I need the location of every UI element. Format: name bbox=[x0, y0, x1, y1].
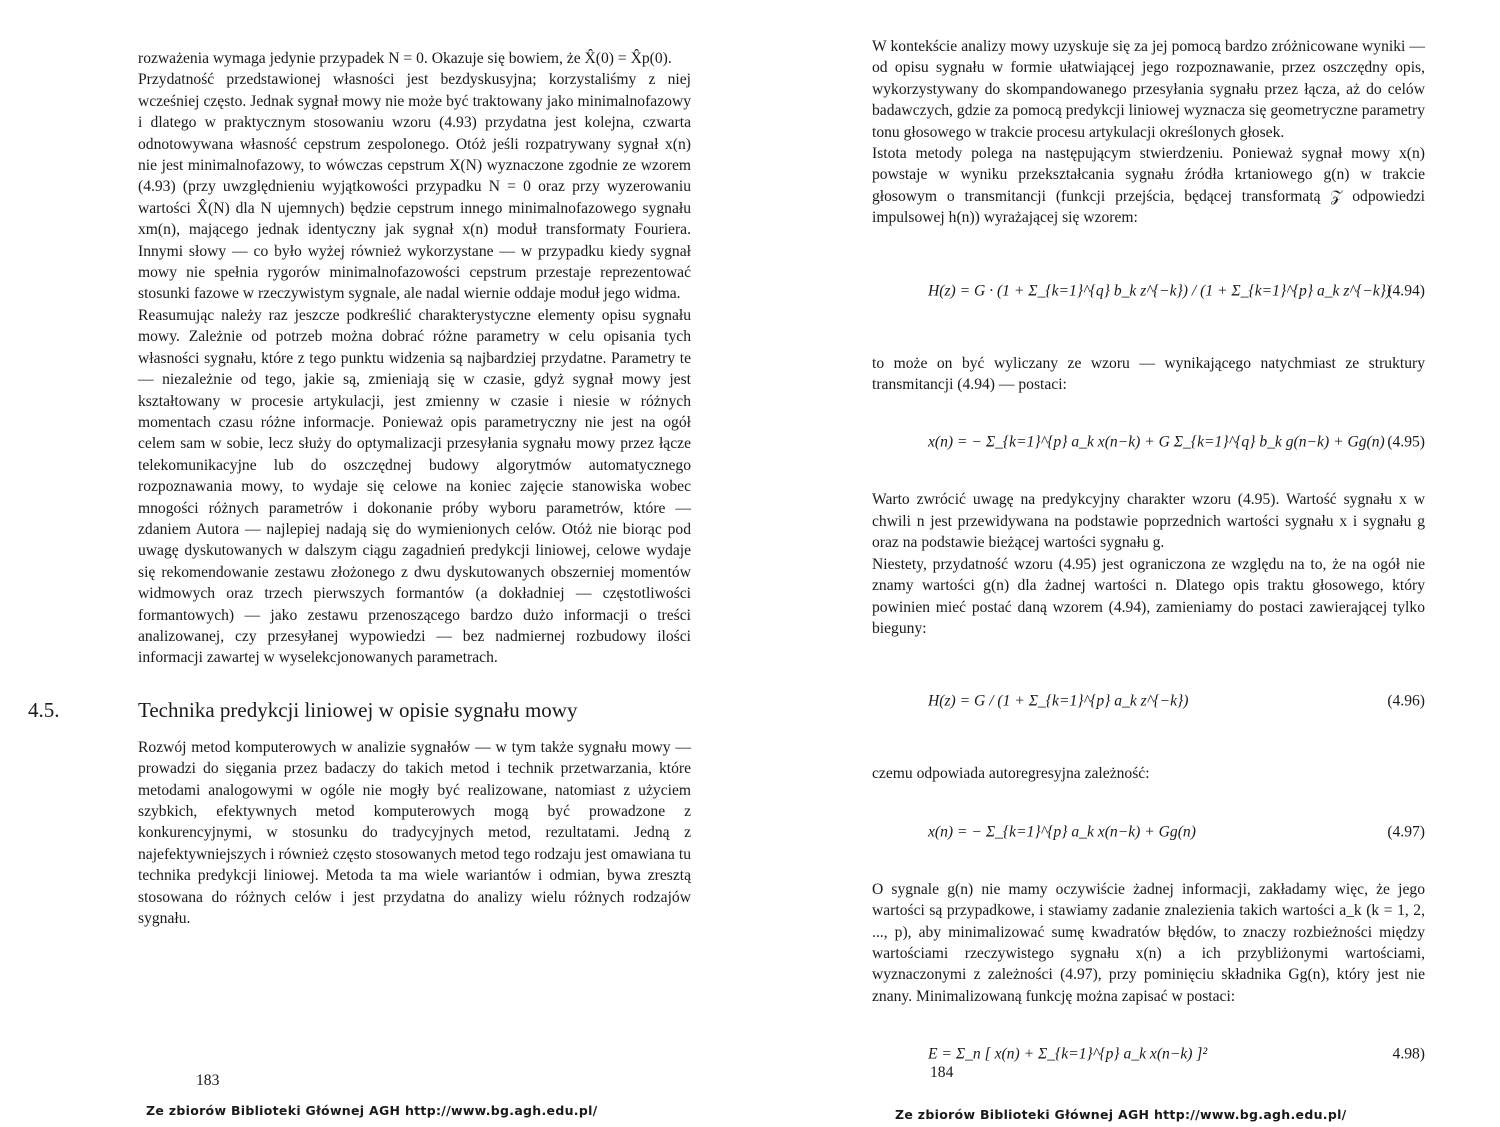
paragraph: rozważenia wymaga jedynie przypadek N = 0. Okazuje się bowiem, że X̂(0) = X̂p(0). bbox=[138, 50, 672, 67]
equation-formula: H(z) = G / (1 + Σ_{k=1}^{p} a_k z^{−k}) bbox=[928, 692, 1189, 710]
equation-formula: E = Σ_n [ x(n) + Σ_{k=1}^{p} a_k x(n−k) ]² bbox=[928, 1045, 1208, 1063]
equation-number: (4.95) bbox=[1387, 433, 1425, 451]
page-number: 183 bbox=[196, 1072, 220, 1089]
paragraph: czemu odpowiada autoregresyjna zależność: bbox=[872, 765, 1150, 783]
right-page bbox=[750, 0, 1500, 1127]
paragraph: Istota metody polega na następującym stwierdzeniu. Ponieważ sygnał mowy x(n) powstaje w wyniku przekształcania sygnału źródła krtaniowego g(n) w trakcie głosowym o transmitancji (funkcji przejścia, będącej transformatą 𝒵 odpowiedzi impulsowej h(n)) wyrażającej się wzorem: bbox=[872, 145, 1425, 227]
paragraph: O sygnale g(n) nie mamy oczywiście żadnej informacji, zakładamy więc, że jego wartości są przypadkowe, i stawiamy zadanie znalezienia takich wartości a_k (k = 1, 2, ..., p), aby minimalizować sumę kwadratów błędów, to znaczy rozbieżności między wartościami rzeczywistego sygnału x(n) a ich przybliżonymi wartościami, wyznaczonymi z zależności (4.97), przy pominięciu składnika Gg(n), który jest nie znany. Minimalizowaną funkcję można zapisać w postaci: bbox=[872, 880, 1425, 1005]
paragraph: to może on być wyliczany ze wzoru — wynikającego natychmiast ze struktury transmitancji (4.94) — postaci: bbox=[872, 354, 1425, 394]
equation-formula: H(z) = G · (1 + Σ_{k=1}^{q} b_k z^{−k}) / (1 + Σ_{k=1}^{p} a_k z^{−k}) bbox=[928, 281, 1392, 299]
section-number: 4.5. bbox=[28, 697, 60, 722]
paragraph: W kontekście analizy mowy uzyskuje się za jej pomocą bardzo zróżnicowane wyniki — od opisu sygnału w formie ułatwiającej jego rozpoznawanie, przez oszczędny opis, wykorzystywany do skompandowanego przesyłania sygnału przez łącza, aż do celów badawczych, gdzie za pomocą predykcji liniowej wyznacza się geometryczne parametry tonu głosowego w trakcie procesu artykulacji określonych głosek. bbox=[872, 38, 1425, 141]
paragraph: Przydatność przedstawionej własności jest bezdyskusyjna; korzystaliśmy z niej wcześniej często. Jednak sygnał mowy nie może być traktowany jako minimalnofazowy i dlatego w praktycznym stosowaniu wzoru (4.93) przydatna jest kolejna, czwarta odnotowywana własność cepstrum zespolonego. Otóż jeśli rozpatrywany sygnał x(n) nie jest minimalnofazowy, to wówczas cepstrum X(N) wyznaczone zgodnie ze wzorem (4.93) (przy uwzględnieniu wyjątkowości przypadku N = 0 oraz przy wyzerowaniu wartości X̂(N) dla N ujemnych) będzie cepstrum innego minimalnofazowego sygnału xm(n), mającego jednak identyczny jak sygnał x(n) moduł transformaty Fouriera. Innymi słowy — co było wyżej również wykorzystane — w przypadku kiedy sygnał mowy nie spełnia rygorów minimalnofazowości cepstrum przestaje reprezentować stosunki fazowe w rzeczywistym sygnale, ale nadal wiernie oddaje moduł jego widma. bbox=[138, 71, 691, 303]
left-text-column bbox=[28, 48, 691, 929]
equation-formula: x(n) = − Σ_{k=1}^{p} a_k x(n−k) + G Σ_{k=1}^{q} b_k g(n−k) + Gg(n) bbox=[928, 433, 1385, 451]
equation-4-95 bbox=[872, 409, 1425, 475]
equation-formula: x(n) = − Σ_{k=1}^{p} a_k x(n−k) + Gg(n) bbox=[928, 823, 1196, 841]
paragraph: Warto zwrócić uwagę na predykcyjny charakter wzoru (4.95). Wartość sygnału x w chwili n jest przewidywana na podstawie poprzednich wartości sygnału x i sygnału g oraz na podstawie bieżącej wartości sygnału g. bbox=[872, 491, 1425, 552]
library-footer: Ze zbiorów Biblioteki Głównej AGH http://www.bg.agh.edu.pl/ bbox=[895, 1107, 1347, 1122]
paragraph: Niestety, przydatność wzoru (4.95) jest ograniczona ze względu na to, że na ogół nie znamy wartości g(n) dla żadnej wartości n. Dlatego opis traktu głosowego, który powinien mieć postać daną wzorem (4.94), zamieniamy do postaci zawierającej tylko bieguny: bbox=[872, 555, 1425, 637]
paragraph: Rozwój metod komputerowych w analizie sygnałów — w tym także sygnału mowy — prowadzi do sięgania przez badaczy do takich metod i technik przetwarzania, które metodami analogowymi w ogóle nie mogły być realizowane, natomiast z użyciem szybkich, efektywnych metod komputerowych mogą być prowadzone z konkurencyjnymi, w stosunku do tradycyjnych metod, rezultatami. Jedną z najefektywniejszych i również często stosowanych metod tego rodzaju jest omawiana tu technika predykcji liniowej. Metoda ta ma wiele wariantów i odmian, bywa zresztą stosowana do różnych celów i jest przydatna do analizy wielu różnych rodzajów sygnału. bbox=[138, 738, 691, 928]
right-text-column bbox=[872, 36, 1425, 1101]
library-footer: Ze zbiorów Biblioteki Głównej AGH http://www.bg.agh.edu.pl/ bbox=[146, 1103, 598, 1118]
section-heading bbox=[28, 697, 691, 723]
paragraph: Reasumując należy raz jeszcze podkreślić charakterystyczne elementy opisu sygnału mowy. Zależnie od potrzeb można dobrać różne parametry w celu opisania tych własności sygnału, które z tego punktu widzenia są najbardziej przydatne. Parametry te — niezależnie od tego, jakie są, zmieniają się w czasie, gdyż sygnał mowy jest kształtowany w procesie artykulacji, jest zmienny w czasie i niesie w różnych momentach czasu różne informacje. Ponieważ opis parametryczny nie jest na ogół celem sam w sobie, lecz służy do optymalizacji przesyłania sygnału mowy przez łącze telekomunikacyjne lub do oszczędnej budowy algorytmów automatycznego rozpoznawania mowy, to wydaje się celowe na koniec zajęcie stanowiska wobec mnogości różnych parametrów i dokonanie próby wyboru parametrów, które — zdaniem Autora — najlepiej nadają się do wymienionych celów. Otóż nie biorąc pod uwagę dyskutowanych w dalszym ciągu zagadnień predykcji liniowej, celowe wydaje się rekomendowanie zestawu złożonego z dwu dyskutowanych obszerniej momentów widmowych oraz trzech pierwszych formantów (a dokładniej — częstotliwości formantowych) — jako zestawu przenoszącego bardzo dużo informacji o treści analizowanej, czy przesyłanej wypowiedzi — bez nadmiernej rozbudowy ilości informacji zawartej w wyselekcjonowanych parametrach. bbox=[138, 306, 691, 667]
equation-4-94 bbox=[872, 243, 1425, 339]
page-number: 184 bbox=[930, 1064, 954, 1081]
equation-4-97 bbox=[872, 799, 1425, 865]
equation-4-96 bbox=[872, 653, 1425, 749]
equation-4-98 bbox=[872, 1021, 1425, 1087]
equation-number: (4.96) bbox=[1387, 692, 1425, 710]
equation-number: 4.98) bbox=[1392, 1045, 1425, 1063]
section-title: Technika predykcji liniowej w opisie sygnału mowy bbox=[138, 697, 578, 722]
equation-number: (4.94) bbox=[1387, 281, 1425, 299]
equation-number: (4.97) bbox=[1387, 823, 1425, 841]
